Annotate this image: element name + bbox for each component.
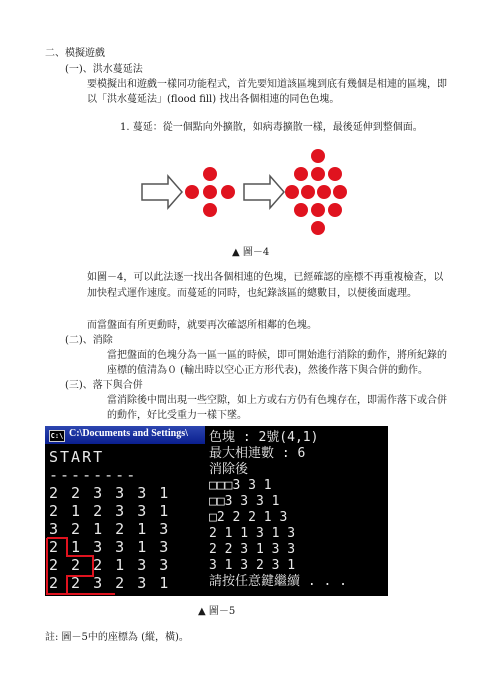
dot	[328, 167, 342, 181]
subsection-title-flood-fill: (一)、洪水蔓延法	[65, 64, 143, 75]
paragraph-line: 加快程式運作速度。而蔓延的同時，也紀錄該區的總數目，以便後面處理。	[87, 288, 417, 299]
figure-5-caption: ▲ 圖－5	[198, 606, 236, 617]
console-line: 最大相連數 : 6	[209, 446, 306, 461]
console-line: 2 2 3 1 3 3	[209, 542, 296, 557]
dot	[311, 149, 325, 163]
paragraph-line: 以「洪水蔓延法」(flood fill) 找出各個相連的同色色塊。	[87, 94, 340, 105]
console-line: 3 2 1 2 1 3	[49, 520, 171, 538]
console-line: □□□3 3 1	[209, 478, 272, 493]
figure-4-caption: ▲ 圖－4	[232, 247, 270, 258]
section-title: 二、模擬遊戲	[45, 48, 105, 59]
dot	[294, 203, 308, 217]
dot	[328, 203, 342, 217]
console-title: C:\Documents and Settings\	[69, 428, 188, 439]
dot	[311, 221, 325, 235]
arrow-right-icon	[142, 176, 182, 208]
diamond-dot-pattern	[285, 149, 347, 235]
dot	[185, 185, 199, 199]
dot	[311, 203, 325, 217]
dot	[285, 185, 299, 199]
console-line: 2 1 2 3 3 1	[49, 502, 171, 520]
console-line: 色塊 : 2號(4,1)	[209, 430, 319, 445]
console-line: 2 2 2 1 3 3	[49, 556, 171, 574]
subsection-title-drop-merge: (三)、落下與合併	[65, 380, 143, 391]
paragraph-line: 的動作，好比受重力一樣下墜。	[107, 410, 247, 421]
dot	[311, 167, 325, 181]
dot	[203, 167, 217, 181]
paragraph-line: 而當盤面有所更動時，就要再次確認所相鄰的色塊。	[87, 320, 317, 331]
console-line: 3 1 3 2 3 1	[209, 558, 296, 573]
console-icon: C:\	[50, 432, 64, 440]
dot	[333, 185, 347, 199]
console-line: □2 2 2 1 3	[209, 510, 288, 525]
console-line: 2 2 3 2 3 1	[49, 574, 171, 592]
dot	[203, 185, 217, 199]
console-line: 2 1 1 3 1 3	[209, 526, 296, 541]
paragraph-line: 當把盤面的色塊分為一區一區的時候，即可開始進行消除的動作，將所紀錄的	[107, 350, 447, 361]
paragraph-line: 座標的值清為０ (輸出時以空心正方形代表)，然後作落下與合併的動作。	[107, 365, 428, 376]
dot	[203, 203, 217, 217]
connected-region-highlight	[45, 426, 205, 596]
paragraph-line: 要模擬出和遊戲一樣同功能程式，首先要知道該區塊到底有幾個是相連的區塊，即	[87, 79, 447, 90]
console-line: START	[49, 448, 105, 466]
figure-5-console-screenshot	[45, 426, 388, 596]
console-line: 2 1 3 3 1 3	[49, 538, 171, 556]
paragraph-line: 當消除後中間出現一些空隙，如上方或右方仍有色塊存在，即需作落下或合併	[107, 395, 447, 406]
cross-dot-pattern	[185, 167, 235, 217]
dot	[221, 185, 235, 199]
console-line: 2 2 3 3 3 1	[49, 484, 171, 502]
dot	[301, 185, 315, 199]
console-line: □□3 3 3 1	[209, 494, 280, 509]
list-item-spread: 1. 蔓延：從一個點向外擴散，如病毒擴散一樣，最後延伸到整個面。	[120, 122, 423, 133]
footnote: 註: 圖－5中的座標為 (縱，橫)。	[45, 632, 189, 643]
dot	[294, 167, 308, 181]
paragraph-line: 如圖－4，可以此法逐一找出各個相連的色塊，已經確認的座標不再重複檢查，以	[87, 272, 444, 283]
console-line: 請按任意鍵繼續 . . .	[209, 574, 347, 589]
dot	[317, 185, 331, 199]
subsection-title-eliminate: (二)、消除	[65, 335, 113, 346]
console-line: 消除後	[209, 462, 249, 477]
arrow-right-icon	[244, 176, 284, 208]
figure-4-flood-fill-diagram	[140, 146, 350, 236]
console-line: --------	[49, 466, 138, 484]
